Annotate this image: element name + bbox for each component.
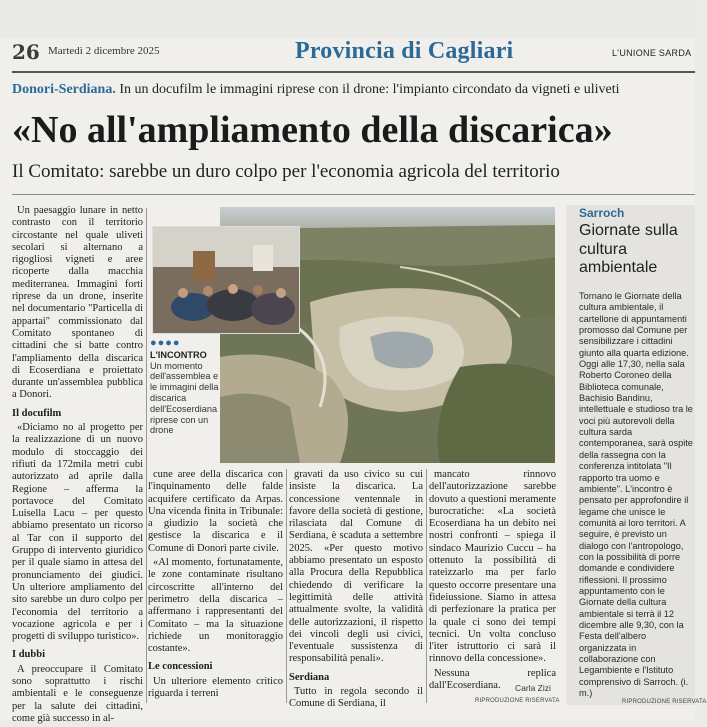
kicker-place: Donori-Serdiana. bbox=[12, 82, 116, 97]
column-divider bbox=[286, 469, 287, 703]
paragraph: Tutto in regola secondo il Comune di Serdiana, il bbox=[289, 686, 423, 710]
section-heading-serdiana: Serdiana bbox=[289, 671, 330, 683]
caption-text: Un momento dell'assemblea e le immagini della discarica dell'Ecoserdiana riprese con un drone bbox=[150, 360, 219, 436]
paragraph: Un ulteriore elemento critico riguarda i terreni bbox=[148, 675, 283, 700]
caption-title: L'INCONTRO bbox=[150, 349, 207, 360]
sidebar-kicker: Sarroch bbox=[579, 206, 625, 220]
kicker-text: In un docufilm le immagini riprese con il drone: l'impianto circondato da vigneti e uliveti bbox=[119, 82, 620, 97]
section-title: Provincia di Cagliari bbox=[295, 38, 514, 64]
assembly-photo-image bbox=[153, 227, 299, 333]
column-divider bbox=[426, 469, 427, 703]
article-subheadline: Il Comitato: sarebbe un duro colpo per l'economia agricola del territorio bbox=[12, 161, 560, 182]
article-author: Carla Zizi bbox=[515, 683, 551, 693]
issue-date: Martedì 2 dicembre 2025 bbox=[48, 45, 160, 57]
subhead-rule bbox=[12, 194, 695, 195]
paragraph: A preoccupare il Comitato sono soprattutto i rischi ambientali e le conseguenze per la salute dei cittadini, come già successo in al- bbox=[12, 663, 143, 724]
page-top-margin bbox=[0, 0, 695, 38]
column-divider bbox=[146, 208, 147, 703]
assembly-photo bbox=[152, 226, 300, 334]
section-heading-docufilm: Il docufilm bbox=[12, 407, 62, 419]
paragraph: mancato rinnovo dell'autorizzazione sarebbe dovuto a questioni meramente burocratiche: «La società Ecoserdiana ha un debito nei nostri confronti – spiega il sindaco Maurizio Cuccu – ha ottenuto la possibilità di rateizzarlo ma per farlo questo occorre presentare una fideiussione. Siamo in attesa di perfezionare la pratica per la quale ci sono dei tempi tecnici. Un volta concluso l'iter istruttorio ci sarà il rinnovo della concessione». bbox=[429, 469, 556, 665]
article-kicker bbox=[12, 82, 695, 98]
article-column-2 bbox=[148, 469, 283, 702]
article-headline: «No all'ampliamento della discarica» bbox=[12, 109, 613, 151]
caption-dots: ●●●● bbox=[150, 337, 181, 349]
sidebar-title: Giornate sulla cultura ambientale bbox=[579, 222, 678, 276]
paragraph: Nessuna replica dall'Ecoserdiana. bbox=[429, 667, 556, 692]
section-heading-concessioni: Le concessioni bbox=[148, 661, 213, 673]
sidebar-reproduction-notice: RIPRODUZIONE RISERVATA bbox=[622, 699, 707, 705]
article-column-1 bbox=[12, 205, 143, 727]
article-column-3 bbox=[289, 469, 423, 713]
newspaper-name: L'UNIONE SARDA bbox=[612, 48, 692, 58]
header-rule bbox=[12, 71, 695, 73]
article-column-4 bbox=[429, 469, 556, 694]
paragraph: Un paesaggio lunare in netto contrasto con il territorio circostante nel quale uliveti secolari si alternano a rigogliosi vigneti e aree ricoperte dalla macchia mediterranea. Immagini forti riprese da un drone, inserite nel documentario "Particella di appartai" commissionato dal Comitato spontaneo di cittadini che si batte contro l'ampliamento della discarica di Ecoserdiana e proiettato durante un'assemblea pubblica a Donori. bbox=[12, 205, 143, 401]
paragraph: «Diciamo no al progetto per la realizzazione di un nuovo modulo di stoccaggio dei rifiuti da 172mila metri cubi autorizzato ad aprile dalla Regione – afferma la portavoce del Comitato Luisella Lacu – per questo abbiamo presentato un ricorso al Tar con il supporto del Gruppo di intervento giuridico per il quale siamo in attesa del pronunciamento dei giudici. Un ulteriore ampliamento del sito sarebbe un duro colpo per l'economia del territorio a vocazione agricola e per i progetti di sviluppo turistico». bbox=[12, 422, 143, 643]
paragraph: cune aree della discarica con l'inquinamento delle falde acquifere certificato da Arpas. Una vicenda finita in Tribunale: a giudizio la società che gestisce la discarica e il Comune di Donori parte civile. bbox=[148, 469, 283, 554]
section-heading-dubbi: I dubbi bbox=[12, 649, 45, 661]
article-reproduction-notice: RIPRODUZIONE RISERVATA bbox=[475, 698, 560, 704]
paragraph: «Al momento, fortunatamente, le zone contaminate risultano circoscritte all'interno del perimetro della discarica – affermano i rappresentanti del Comitato – ma la situazione richiede un monitoraggio costante». bbox=[148, 557, 283, 655]
page-number: 26 bbox=[12, 40, 40, 64]
photo-caption bbox=[150, 338, 220, 436]
sidebar-body: Tornano le Giornate della cultura ambientale, il cartellone di appuntamenti promosso dal Comune per sensibilizzare i cittadini giunto alla quarta edizione. Oggi alle 17,30, nella sala Roberto Coroneo della Biblioteca comunale, Bachisio Bandinu, intellettuale e studioso tra le voci più autorevoli della cultura sarda contemporanea, sarà ospite della rassegna con la conferenza intitolata "Il rapporto tra uomo e ambiente". L'incontro è pensato per approfondire il legame che unisce le comunità ai loro territori. A seguire, è previsto un dialogo con l'antropologo, con la possibilità di porre domande e condividere riflessioni. Il prossimo appuntamento con le Giornate della cultura ambientale si terrà il 12 dicembre alle 9,30, con la Festa dell'albero organizzata in collaborazione con Legambiente e l'Istituto comprensivo di Sarroch. (i. m.) bbox=[579, 291, 693, 699]
paragraph: gravati da uso civico su cui insiste la discarica. La concessione ventennale in favore della società di gestione, rilasciata dal Comune di Serdiana, è scaduta a settembre 2025. «Per questo motivo abbiamo presentato un esposto alla Procura della Repubblica chiedendo di verificare la legittimità delle attività attualmente svolte, la validità delle autorizzazioni, il rispetto dei vincoli degli usi civici, l'eventuale sussistenza di responsabilità penali». bbox=[289, 469, 423, 665]
